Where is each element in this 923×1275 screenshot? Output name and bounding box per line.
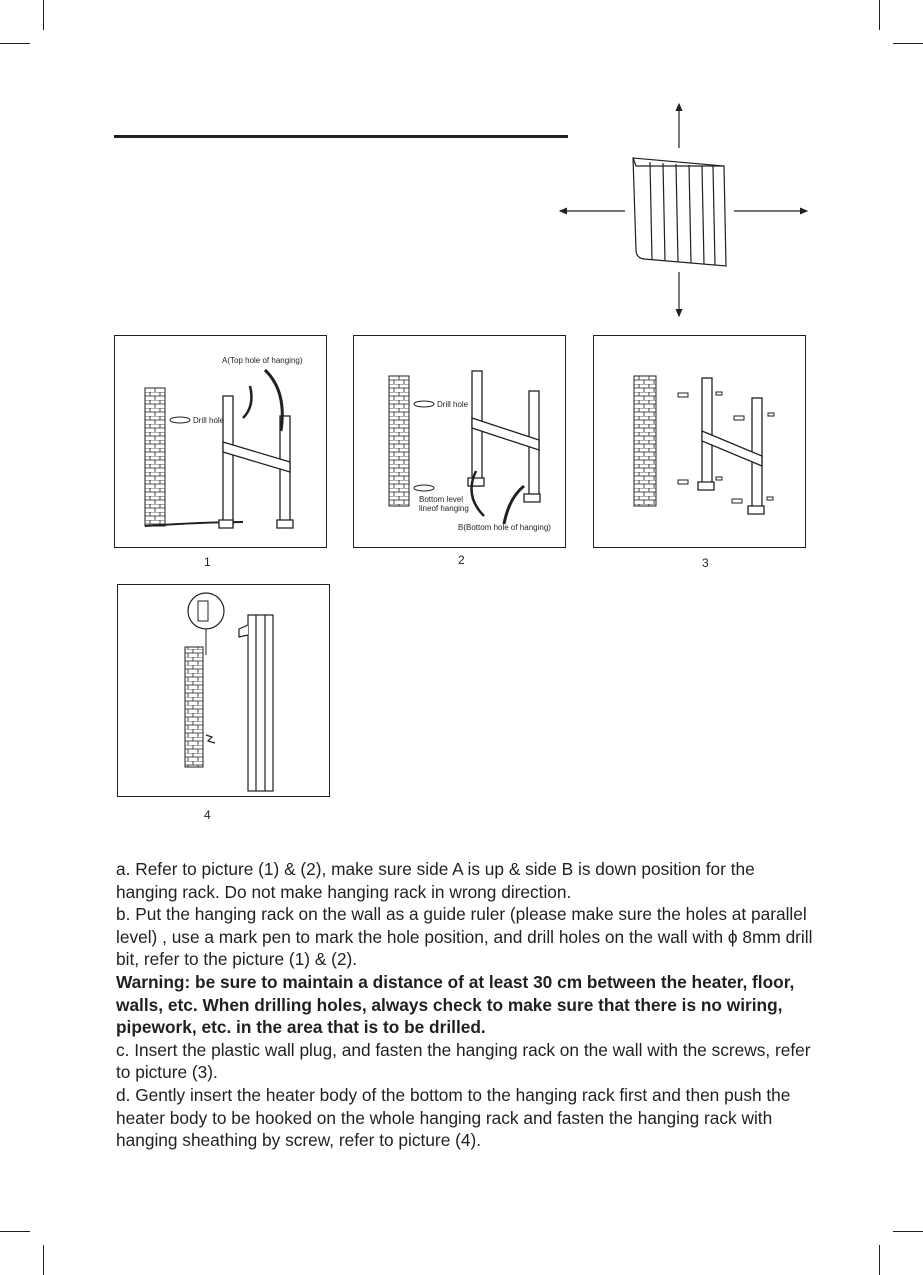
crop-mark bbox=[879, 1245, 880, 1275]
figure-1-number: 1 bbox=[204, 555, 211, 569]
crop-mark bbox=[43, 0, 44, 30]
brick-wall bbox=[634, 376, 656, 506]
crop-mark bbox=[879, 0, 880, 30]
section-rule bbox=[114, 135, 568, 138]
label-drill-hole: Drill hole bbox=[193, 416, 225, 425]
heater-icon bbox=[633, 158, 726, 266]
figure-4-number: 4 bbox=[204, 808, 211, 822]
label-bottom-level: Bottom level bbox=[419, 495, 464, 504]
crop-mark bbox=[0, 43, 30, 44]
instruction-b: b. Put the hanging rack on the wall as a guide ruler (please make sure the holes at parallel level) , use a mark pen to mark the hole position, and drill holes on the wall with ϕ 8mm drill bit, refer to the picture (1) & (2). bbox=[116, 904, 813, 970]
brick-wall bbox=[185, 647, 203, 767]
hanging-rack bbox=[698, 378, 764, 514]
label-drill-hole: Drill hole bbox=[437, 400, 469, 409]
instruction-a: a. Refer to picture (1) & (2), make sure side A is up & side B is down position for the hanging rack. Do not make hanging rack in wrong direction. bbox=[116, 859, 755, 902]
figure-2-panel bbox=[353, 335, 566, 548]
brick-wall bbox=[145, 388, 165, 526]
clearance-diagram bbox=[552, 96, 817, 326]
drill-bit-icon bbox=[170, 417, 190, 423]
crop-mark bbox=[893, 43, 923, 44]
instruction-c: c. Insert the plastic wall plug, and fasten the hanging rack on the wall with the screws, refer to picture (3). bbox=[116, 1039, 811, 1083]
label-top-hole: A(Top hole of hanging) bbox=[222, 356, 303, 365]
instruction-d: d. Gently insert the heater body of the bottom to the hanging rack first and then push the heater body to be hooked on the whole hanging rack and fasten the hanging rack with hanging sheathing by screw, refer to picture (4). bbox=[116, 1084, 791, 1151]
figure-3-panel bbox=[593, 335, 806, 548]
label-bottom-hole: B(Bottom hole of hanging) bbox=[458, 523, 551, 532]
label-bottom-level: lineof hanging bbox=[419, 504, 469, 513]
figure-1-panel bbox=[114, 335, 327, 548]
instructions bbox=[116, 858, 816, 1152]
crop-mark bbox=[893, 1231, 923, 1232]
crop-mark bbox=[43, 1245, 44, 1275]
figure-4-panel bbox=[117, 584, 330, 797]
figure-3-number: 3 bbox=[702, 556, 709, 570]
drill-bit-icon bbox=[414, 485, 434, 491]
figure-2-number: 2 bbox=[458, 553, 465, 567]
drill-bit-icon bbox=[414, 401, 434, 407]
brick-wall bbox=[389, 376, 409, 506]
warning-text: Warning: be sure to maintain a distance of at least 30 cm between the heater, floor, walls, etc. When drilling holes, always check to make sure that there is no wiring, pipework, etc. in the area that is to be drilled. bbox=[116, 971, 795, 1038]
crop-mark bbox=[0, 1231, 30, 1232]
heater-side-view bbox=[239, 615, 273, 791]
hanging-rack bbox=[468, 371, 540, 502]
